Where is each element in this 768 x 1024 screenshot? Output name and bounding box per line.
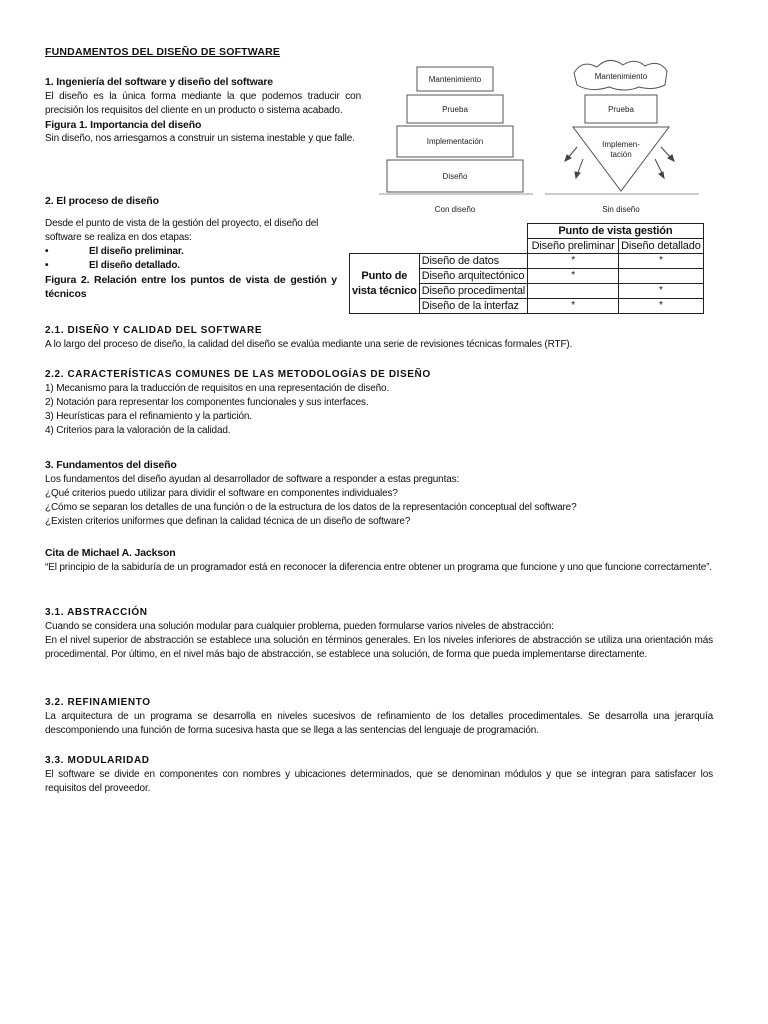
list-item: 1) Mecanismo para la traducción de requisitos en una representación de diseño. xyxy=(45,383,390,394)
list-item: 4) Criterios para la valoración de la calidad. xyxy=(45,425,231,436)
section-3-1-heading: 3.1. ABSTRACCIÓN xyxy=(45,607,148,618)
quote-section xyxy=(45,546,713,575)
section-3-2 xyxy=(45,696,713,738)
section-3-3 xyxy=(45,754,713,796)
section-2-1-heading: 2.1. DISEÑO Y CALIDAD DEL SOFTWARE xyxy=(45,325,263,336)
section-2-2 xyxy=(45,368,725,438)
section-2-body: Desde el punto de vista de la gestión del proyecto, el diseño del software se realiza en dos etapas: xyxy=(45,217,319,243)
table-cell xyxy=(528,284,619,299)
left-label-design: Diseño xyxy=(442,172,468,181)
section-1-body: El diseño es la única forma mediante la que podemos traducir con precisión los requisitos del cliente en un producto o sistema acabado. xyxy=(45,90,361,116)
section-2-2-heading: 2.2. CARACTERÍSTICAS COMUNES DE LAS METODOLOGÍAS DE DISEÑO xyxy=(45,369,431,380)
table-cell: * xyxy=(619,254,704,269)
section-2-1-body: A lo largo del proceso de diseño, la calidad del diseño se evalúa mediante una serie de revisiones técnicas formales (RTF). xyxy=(45,339,573,350)
quote-heading: Cita de Michael A. Jackson xyxy=(45,547,176,559)
table-row-label: Diseño procedimental xyxy=(419,284,527,299)
section-3-heading: 3. Fundamentos del diseño xyxy=(45,459,177,471)
table-col-preliminary: Diseño preliminar xyxy=(528,239,619,254)
section-3-1-p2: En el nivel superior de abstracción se establece una solución en términos generales. En los niveles inferiores de abstracción se utiliza una orientación más procedimental. Por último, en el nivel más bajo de abstracción, se establece una solución, de forma que pueda implementarse directamente. xyxy=(45,635,713,660)
section-3-2-body: La arquitectura de un programa se desarrolla en niveles sucesivos de refinamiento de los detalles procedimentales. Se desarrolla una jerarquía descomponiendo una función de forma sucesiva hasta que se llega a las sentencias del lenguaje de programación. xyxy=(45,711,713,736)
section-1 xyxy=(45,75,361,146)
section-3-line: Los fundamentos del diseño ayudan al desarrollador de software a responder a estas preguntas: xyxy=(45,473,460,485)
table-cell: * xyxy=(528,299,619,314)
list-item: 2) Notación para representar los componentes funcionales y sus interfaces. xyxy=(45,397,369,408)
figure-1-text: Sin diseño, nos arriesgamos a construir un sistema inestable y que falle. xyxy=(45,133,355,145)
right-label-testing: Prueba xyxy=(608,105,634,114)
table-row-label: Diseño de la interfaz xyxy=(419,299,527,314)
figure-2-caption: Figura 2. Relación entre los puntos de vista de gestión y técnicos xyxy=(45,273,337,301)
list-item: 3) Heurísticas para el refinamiento y la partición. xyxy=(45,411,252,422)
bullet-detailed: • El diseño detallado. xyxy=(45,259,180,271)
left-label-testing: Prueba xyxy=(442,105,468,114)
section-2-heading: 2. El proceso de diseño xyxy=(45,195,159,207)
figure-1-caption: Figura 1. Importancia del diseño xyxy=(45,118,202,131)
figure-2-table xyxy=(349,223,704,314)
section-3-1 xyxy=(45,606,713,662)
section-2 xyxy=(45,194,337,302)
section-3 xyxy=(45,458,725,529)
section-2-1 xyxy=(45,324,725,352)
table-row-group-technical: Punto de vista técnico xyxy=(350,254,420,314)
left-label-implementation: Implementación xyxy=(426,137,484,146)
section-3-3-heading: 3.3. MODULARIDAD xyxy=(45,755,150,766)
section-3-2-heading: 3.2. REFINAMIENTO xyxy=(45,697,151,708)
left-label-maintenance: Mantenimiento xyxy=(428,75,482,84)
section-3-1-p1: Cuando se considera una solución modular para cualquier problema, pueden formularse varios niveles de abstracción: xyxy=(45,621,554,632)
bullet-preliminary: • El diseño preliminar. xyxy=(45,245,184,257)
section-3-3-body: El software se divide en componentes con nombres y ubicaciones determinados, que se denominan módulos y que se integran para satisfacer los requisitos del proveedor. xyxy=(45,769,713,794)
section-3-line: ¿Cómo se separan los detalles de una función o de la estructura de los datos de la representación conceptual del software? xyxy=(45,501,577,513)
document-title: FUNDAMENTOS DEL DISEÑO DE SOFTWARE xyxy=(45,46,281,58)
quote-body: “El principio de la sabiduría de un programador está en reconocer la diferencia entre obtener un programa que funcione y uno que funcione correctamente”. xyxy=(45,561,712,573)
section-1-heading: 1. Ingeniería del software y diseño del software xyxy=(45,76,273,88)
table-row xyxy=(350,254,704,269)
table-col-detailed: Diseño detallado xyxy=(619,239,704,254)
section-3-line: ¿Qué criterios puedo utilizar para dividir el software en componentes individuales? xyxy=(45,487,398,499)
table-cell: * xyxy=(528,254,619,269)
table-row-label: Diseño de datos xyxy=(419,254,527,269)
table-cell xyxy=(619,269,704,284)
table-cell: * xyxy=(528,269,619,284)
right-label-maintenance: Mantenimiento xyxy=(594,72,648,81)
table-cell: * xyxy=(619,284,704,299)
table-cell: * xyxy=(619,299,704,314)
table-header-management: Punto de vista gestión xyxy=(528,224,704,239)
right-inverted-triangle xyxy=(573,127,669,191)
section-3-line: ¿Existen criterios uniformes que definan la calidad técnica de un diseño de software? xyxy=(45,515,411,527)
table-row-label: Diseño arquitectónico xyxy=(419,269,527,284)
figure-1-diagram xyxy=(377,55,722,220)
left-caption: Con diseño xyxy=(434,205,476,214)
right-caption: Sin diseño xyxy=(602,205,640,214)
right-label-implementation-2: tación xyxy=(610,150,632,159)
right-label-implementation-1: Implemen- xyxy=(602,140,640,149)
